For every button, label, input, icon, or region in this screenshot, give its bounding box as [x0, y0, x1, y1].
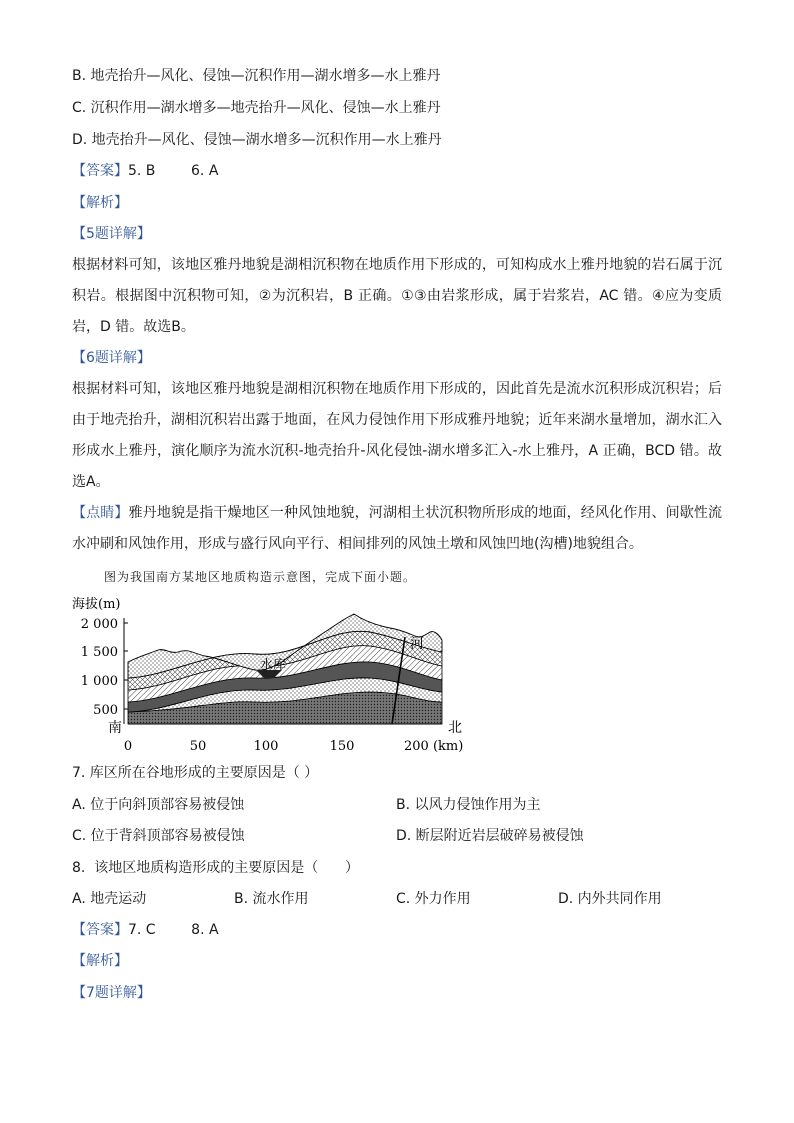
detail-5-text: 根据材料可知，该地区雅丹地貌是湖相沉积物在地质作用下形成的，可知构成水上雅丹地貌的岩石属于沉积岩。根据图中沉积物可知，②为沉积岩，B 正确。①③由岩浆形成，属于岩浆岩，AC 错。④应为变质岩，D 错。故选B。	[72, 257, 722, 335]
answer-text: 5. B 6. A	[128, 163, 219, 179]
q4-option-d: D. 地壳抬升—风化、侵蚀—湖水增多—沉积作用—水上雅丹	[72, 132, 442, 148]
q8-stem: 8. 该地区地质构造形成的主要原因是（ ）	[72, 860, 359, 876]
answer-line-2	[72, 920, 219, 940]
x-tick-label: 100	[253, 739, 279, 754]
q7-option-a: A. 位于向斜顶部容易被侵蚀	[72, 797, 245, 813]
q4-option-b: B. 地壳抬升—风化、侵蚀—沉积作用—湖水增多—水上雅丹	[72, 68, 441, 84]
q4-option-c: C. 沉积作用—湖水增多—地壳抬升—风化、侵蚀—水上雅丹	[72, 100, 441, 116]
river-label: 河	[410, 636, 424, 652]
y-axis-title: 海拔(m)	[72, 597, 121, 612]
q8-option-d: D. 内外共同作用	[558, 891, 662, 907]
answer-text: 7. C 8. A	[128, 922, 219, 938]
note-paragraph	[72, 498, 722, 560]
detail-5-tag: 【5题详解】	[72, 226, 151, 242]
q8-option-a: A. 地壳运动	[72, 891, 147, 907]
analysis-tag: 【解析】	[72, 953, 128, 969]
y-tick-label: 2 000	[80, 617, 118, 632]
geologic-cross-section	[70, 592, 470, 754]
y-tick-label: 500	[93, 703, 118, 718]
detail-6-text: 根据材料可知，该地区雅丹地貌是湖相沉积物在地质作用下形成的，因此首先是流水沉积形成沉积岩；后由于地壳抬升，湖相沉积岩出露于地面，在风力侵蚀作用下形成雅丹地貌；近年来湖水量增加，湖水汇入形成水上雅丹，演化顺序为流水沉积-地壳抬升-风化侵蚀-湖水增多汇入-水上雅丹，A 正确，BCD 错。故选A。	[72, 381, 722, 490]
x-tick-label: 200 (km)	[404, 739, 464, 754]
reservoir-label: 水库	[260, 658, 287, 673]
detail-7-tag: 【7题详解】	[72, 985, 151, 1001]
figure-caption: 图为我国南方某地区地质构造示意图，完成下面小题。	[104, 570, 417, 584]
q7-option-d: D. 断层附近岩层破碎易被侵蚀	[396, 828, 584, 844]
south-label: 南	[108, 720, 122, 736]
y-axis	[124, 618, 128, 724]
x-tick-label: 0	[123, 739, 133, 754]
x-tick-label: 50	[189, 739, 207, 754]
note-tag: 【点睛】	[72, 505, 129, 521]
q8-option-b: B. 流水作用	[234, 891, 309, 907]
x-tick-label: 150	[329, 739, 355, 754]
y-tick-label: 1 000	[80, 674, 118, 689]
answer-tag: 【答案】	[72, 163, 128, 179]
note-text: 雅丹地貌是指干燥地区一种风蚀地貌，河湖相土状沉积物所形成的地面，经风化作用、间歇性流水冲刷和风蚀作用，形成与盛行风向平行、相间排列的风蚀土墩和风蚀凹地(沟槽)地貌组合。	[72, 505, 723, 552]
q8-option-c: C. 外力作用	[396, 891, 471, 907]
q7-stem: 7. 库区所在谷地形成的主要原因是（ ）	[72, 765, 319, 781]
detail-6-tag: 【6题详解】	[72, 350, 151, 366]
q7-option-c: C. 位于背斜顶部容易被侵蚀	[72, 828, 245, 844]
y-tick-label: 1 500	[80, 645, 118, 660]
q7-option-b: B. 以风力侵蚀作用为主	[396, 797, 541, 813]
north-label: 北	[448, 720, 462, 736]
answer-line-1	[72, 161, 218, 181]
answer-tag: 【答案】	[72, 922, 128, 938]
analysis-tag: 【解析】	[72, 195, 128, 211]
